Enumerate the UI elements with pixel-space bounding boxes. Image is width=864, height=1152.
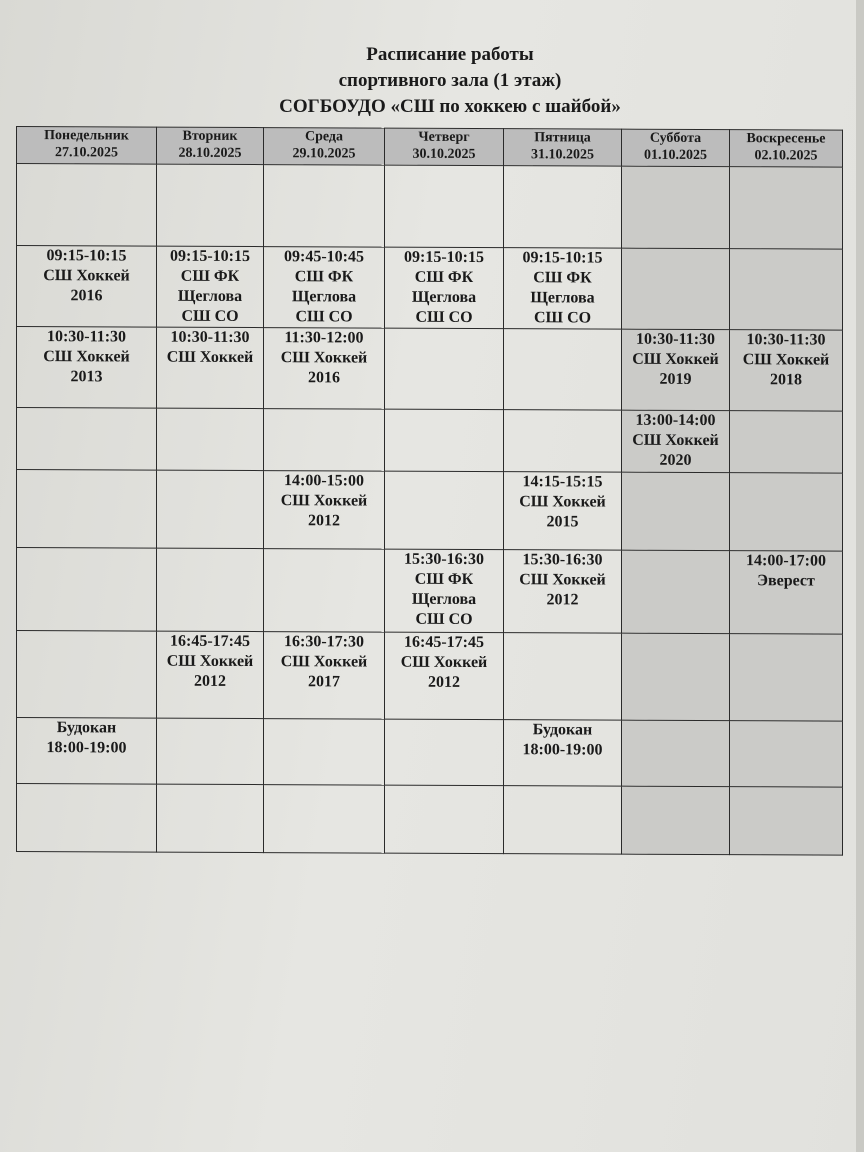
schedule-entry xyxy=(17,718,157,785)
entry-line: 09:45-10:45 xyxy=(284,248,364,266)
entry-line: СШ ФК xyxy=(414,268,474,286)
schedule-cell-empty xyxy=(157,164,264,246)
entry-line: 15:30-16:30 xyxy=(522,551,603,569)
schedule-entry xyxy=(157,246,264,327)
schedule-cell-empty xyxy=(17,470,157,549)
day-date: 01.10.2025 xyxy=(644,147,707,164)
entry-line: СШ Хоккей xyxy=(519,493,606,511)
entry-line: СШ СО xyxy=(295,308,353,326)
schedule-cell-empty xyxy=(622,248,730,329)
schedule-cell-empty xyxy=(730,473,843,551)
schedule-cell-empty xyxy=(730,167,843,249)
schedule-entry xyxy=(622,329,730,410)
entry-line: 13:00-14:00 xyxy=(635,411,716,430)
schedule-row xyxy=(17,631,843,722)
schedule-cell-empty xyxy=(730,721,843,787)
entry-line: СШ Хоккей xyxy=(280,492,368,510)
entry-line: 14:00-15:00 xyxy=(284,472,364,490)
entry-line: СШ СО xyxy=(415,308,473,326)
schedule-entry xyxy=(385,549,504,633)
entry-line: 14:00-17:00 xyxy=(746,552,826,570)
schedule-row xyxy=(17,718,843,788)
schedule-cell-empty xyxy=(504,633,622,721)
entry-line: СШ ФК xyxy=(414,570,474,588)
entry-line: 2018 xyxy=(770,371,802,389)
schedule-cell-empty xyxy=(157,718,264,784)
entry-line: СШ ФК xyxy=(294,268,354,286)
schedule-cell-empty xyxy=(264,549,385,633)
schedule-entry xyxy=(157,327,264,408)
entry-line: 2017 xyxy=(308,673,340,691)
schedule-cell-empty xyxy=(730,249,843,330)
schedule-entry xyxy=(385,632,504,720)
schedule-entry xyxy=(264,632,385,720)
entry-line: СШ СО xyxy=(533,309,592,327)
entry-line: СШ Хоккей xyxy=(166,348,254,367)
schedule-cell-empty xyxy=(622,786,730,854)
day-date: 27.10.2025 xyxy=(55,145,118,161)
schedule-row xyxy=(17,246,843,331)
schedule-row xyxy=(17,470,843,552)
entry-line: 09:15-10:15 xyxy=(46,247,127,265)
schedule-entry xyxy=(264,328,385,410)
schedule-cell-empty xyxy=(504,786,622,855)
schedule-entry xyxy=(504,472,622,551)
day-date: 28.10.2025 xyxy=(178,145,242,161)
schedule-entry xyxy=(504,550,622,634)
entry-line: СШ Хоккей xyxy=(400,653,488,672)
header-row xyxy=(17,127,843,168)
entry-line: Щеглова xyxy=(291,288,357,306)
schedule-entry xyxy=(730,330,843,411)
day-name: Понедельник xyxy=(44,128,129,144)
schedule-cell-empty xyxy=(730,787,843,855)
entry-line: 2015 xyxy=(546,513,579,531)
schedule-entry xyxy=(730,551,843,634)
schedule-cell-empty xyxy=(385,719,504,786)
entry-line: 14:15-15:15 xyxy=(522,473,603,491)
schedule-entry xyxy=(264,471,385,550)
schedule-cell-empty xyxy=(385,785,504,854)
day-name: Воскресенье xyxy=(746,131,826,147)
schedule-cell-empty xyxy=(17,164,157,247)
entry-line: 2019 xyxy=(659,370,692,388)
day-header xyxy=(730,130,843,167)
schedule-cell-empty xyxy=(730,411,843,473)
schedule-cell-empty xyxy=(385,409,504,472)
schedule-cell-empty xyxy=(622,633,730,720)
schedule-cell-empty xyxy=(622,720,730,786)
schedule-cell-empty xyxy=(157,408,264,470)
schedule-cell-empty xyxy=(17,631,157,719)
entry-line: 2016 xyxy=(308,369,340,387)
entry-line: Щеглова xyxy=(411,590,477,609)
day-date: 30.10.2025 xyxy=(412,146,476,163)
schedule-cell-empty xyxy=(157,784,264,852)
day-header xyxy=(504,129,622,167)
day-date: 02.10.2025 xyxy=(754,148,818,164)
entry-line: СШ Хоккей xyxy=(43,348,130,366)
schedule-cell-empty xyxy=(157,470,264,548)
title-line-3: СОГБОУДО «СШ по хоккею с шайбой» xyxy=(279,96,621,117)
schedule-cell-empty xyxy=(264,719,385,786)
entry-line: Будокан xyxy=(532,721,593,739)
schedule-cell-empty xyxy=(622,472,730,550)
entry-line: СШ Хоккей xyxy=(166,652,254,671)
entry-line: 10:30-11:30 xyxy=(635,330,716,349)
entry-line: СШ ФК xyxy=(533,269,592,287)
schedule-cell-empty xyxy=(157,548,264,631)
schedule-cell-empty xyxy=(264,409,385,472)
entry-line: 10:30-11:30 xyxy=(170,328,250,347)
schedule-cell-empty xyxy=(385,328,504,410)
day-header xyxy=(157,127,264,164)
entry-line: 18:00-19:00 xyxy=(522,741,603,759)
entry-line: 16:30-17:30 xyxy=(284,633,364,651)
entry-line: Будокан xyxy=(56,719,117,737)
entry-line: 09:15-10:15 xyxy=(522,249,603,267)
schedule-row xyxy=(17,784,843,856)
title-line-2: спортивного зала (1 этаж) xyxy=(338,70,562,91)
schedule-cell-empty xyxy=(622,166,730,248)
entry-line: 2016 xyxy=(70,287,103,305)
schedule-row xyxy=(17,164,843,250)
entry-line: 2020 xyxy=(659,451,692,469)
entry-line: 10:30-11:30 xyxy=(746,331,826,349)
entry-line: Щеглова xyxy=(530,289,595,307)
schedule-row xyxy=(17,408,843,474)
schedule-entry xyxy=(622,410,730,472)
entry-line: 09:15-10:15 xyxy=(170,247,250,266)
entry-line: СШ Хоккей xyxy=(280,653,368,671)
entry-line: СШ Хоккей xyxy=(742,351,830,369)
day-name: Среда xyxy=(304,129,343,145)
entry-line: 16:45-17:45 xyxy=(404,633,484,652)
entry-line: 2012 xyxy=(428,673,460,691)
day-name: Пятница xyxy=(534,130,591,146)
day-header xyxy=(17,127,157,165)
schedule-entry xyxy=(17,246,157,328)
day-header xyxy=(622,129,730,166)
entry-line: 18:00-19:00 xyxy=(46,739,127,757)
entry-line: Эверест xyxy=(757,572,815,590)
document-title xyxy=(0,42,864,120)
entry-line: Щеглова xyxy=(411,288,477,307)
day-name: Четверг xyxy=(418,129,470,145)
day-name: Суббота xyxy=(649,130,702,146)
schedule-table xyxy=(16,126,843,856)
entry-line: 10:30-11:30 xyxy=(46,328,127,346)
schedule-cell-empty xyxy=(504,329,622,411)
schedule-cell-empty xyxy=(385,165,504,248)
day-name: Вторник xyxy=(182,128,238,144)
entry-line: СШ Хоккей xyxy=(43,267,130,285)
day-date: 31.10.2025 xyxy=(531,147,594,163)
page-edge-shadow xyxy=(856,0,864,1152)
schedule-entry xyxy=(385,247,504,329)
schedule-cell-empty xyxy=(504,410,622,473)
entry-line: СШ ФК xyxy=(180,267,240,285)
schedule-entry xyxy=(504,720,622,787)
day-date: 29.10.2025 xyxy=(292,146,356,162)
day-header xyxy=(264,128,385,166)
schedule-cell-empty xyxy=(264,165,385,248)
schedule-cell-empty xyxy=(385,471,504,550)
entry-line: Щеглова xyxy=(177,287,243,305)
title-line-1: Расписание работы xyxy=(366,44,534,65)
entry-line: СШ Хоккей xyxy=(632,431,719,450)
schedule-entry xyxy=(504,248,622,330)
entry-line: 16:45-17:45 xyxy=(170,632,250,651)
schedule-cell-empty xyxy=(622,550,730,633)
schedule-cell-empty xyxy=(264,785,385,854)
entry-line: 2013 xyxy=(70,368,103,386)
entry-line: 2012 xyxy=(546,591,579,609)
day-header xyxy=(385,128,504,166)
schedule-cell-empty xyxy=(730,634,843,721)
schedule-entry xyxy=(17,327,157,409)
schedule-cell-empty xyxy=(504,166,622,249)
schedule-entry xyxy=(157,631,264,718)
schedule-row xyxy=(17,548,843,635)
schedule-cell-empty xyxy=(17,784,157,853)
entry-line: 15:30-16:30 xyxy=(404,550,484,569)
entry-line: СШ Хоккей xyxy=(632,350,719,369)
entry-line: СШ СО xyxy=(415,610,473,628)
schedule-entry xyxy=(264,247,385,329)
entry-line: 2012 xyxy=(308,512,340,530)
entry-line: 09:15-10:15 xyxy=(404,248,484,267)
entry-line: СШ СО xyxy=(181,307,239,325)
schedule-cell-empty xyxy=(17,408,157,471)
entry-line: 11:30-12:00 xyxy=(284,329,364,347)
entry-line: СШ Хоккей xyxy=(280,349,368,367)
schedule-row xyxy=(17,327,843,412)
schedule-cell-empty xyxy=(17,548,157,632)
entry-line: 2012 xyxy=(194,672,226,690)
entry-line: СШ Хоккей xyxy=(519,571,606,589)
